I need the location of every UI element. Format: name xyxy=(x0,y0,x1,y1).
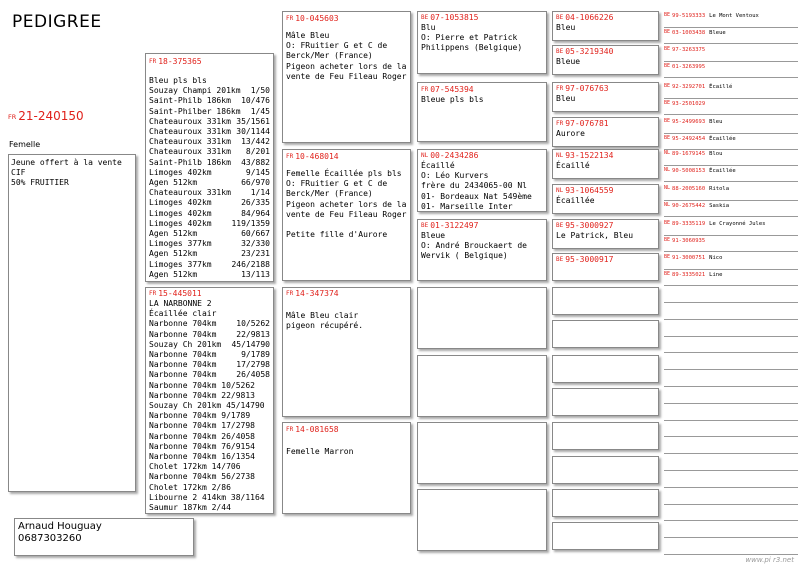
subject-note: CIF xyxy=(11,168,26,178)
placing: 23/231 xyxy=(241,249,270,259)
card-line: O: André Brouckaert de xyxy=(421,241,527,251)
result-row xyxy=(149,432,270,442)
gen4-card: BE 95-3000917 xyxy=(552,253,659,281)
result-row xyxy=(149,452,270,462)
gen5-empty-line xyxy=(664,304,798,320)
placing: 26/335 xyxy=(241,198,270,208)
gen5-entry xyxy=(664,219,798,236)
gen5-entry xyxy=(664,99,798,115)
gen5-line xyxy=(664,236,798,245)
race: Narbonne 704km 56/2738 xyxy=(149,472,255,482)
gen5-empty-line xyxy=(664,388,798,404)
card-line: 01- Bordeaux Nat 549ème xyxy=(421,191,532,201)
dam-name: LA NARBONNE 2 xyxy=(149,299,212,308)
result-row xyxy=(149,198,270,208)
race: Narbonne 704km xyxy=(149,360,217,370)
country: BE xyxy=(664,46,671,52)
placing: 45/14790 xyxy=(231,339,270,349)
race: Saumur 187km 2/44 xyxy=(149,503,231,513)
placing: 10/5262 xyxy=(236,319,270,329)
subject-note: Jeune offert à la vente xyxy=(11,158,122,167)
subject-note: 50% FRUITIER xyxy=(11,178,69,188)
placing: 60/667 xyxy=(241,229,270,239)
pigeon-name: Nico xyxy=(709,255,723,261)
gen5-line xyxy=(664,11,798,20)
result-row xyxy=(149,270,270,280)
grandparent-card: FR 14-347374 Mâle Bleu clair pigeon récupéré. xyxy=(282,287,411,417)
card-line: Berck/Mer (France) xyxy=(286,51,373,61)
country: BE xyxy=(664,83,671,89)
card-line: vente de Feu Fileau Roger xyxy=(286,71,407,81)
result-row xyxy=(149,421,270,431)
card-line: 01- Marseille Inter xyxy=(421,201,513,211)
ring-number: 97-3263375 xyxy=(672,47,706,53)
race: Narbonne 704km 22/9813 xyxy=(149,390,255,400)
dam-ring: FR 15-445011 xyxy=(149,289,202,298)
card-line: Pigeon acheter lors de la xyxy=(286,61,407,71)
result-row xyxy=(149,239,270,249)
gen5-empty-line xyxy=(664,489,798,505)
empty-card xyxy=(552,355,659,383)
subject-ring-number: 21-240150 xyxy=(18,109,84,123)
placing: 13/113 xyxy=(241,269,270,279)
gen5-entry xyxy=(664,28,798,44)
ring-number: 99-5193333 xyxy=(672,13,706,19)
gen5-entry xyxy=(664,45,798,62)
placing: 9/145 xyxy=(245,167,270,177)
country: NL xyxy=(664,202,671,208)
race: Agen 512km xyxy=(149,229,198,239)
placing: 13/442 xyxy=(241,137,270,147)
gen5-empty-line xyxy=(664,405,798,421)
result-row xyxy=(149,188,270,198)
card-line: vente de Feu Fileau Roger xyxy=(286,209,407,219)
result-row xyxy=(149,401,270,411)
race: Chateauroux 331km xyxy=(149,127,231,137)
race: Limoges 377km xyxy=(149,259,212,269)
dam-results xyxy=(149,319,270,513)
grandparent-card: FR 14-081658 Femelle Marron xyxy=(282,422,411,514)
ring-number: 95-2499693 xyxy=(672,119,706,125)
result-row xyxy=(149,381,270,391)
result-row xyxy=(149,391,270,401)
gen5-line xyxy=(664,219,798,228)
empty-card xyxy=(417,489,547,551)
gen5-entry xyxy=(664,201,798,217)
result-row xyxy=(149,219,270,229)
result-row xyxy=(149,96,270,106)
subject-country: FR xyxy=(8,113,17,121)
watermark: www.pi r3.net xyxy=(745,556,794,564)
gen5-empty-line xyxy=(664,472,798,488)
gen5-empty-line xyxy=(664,354,798,370)
country: BE xyxy=(664,271,671,277)
placing: 84/964 xyxy=(241,208,270,218)
empty-card xyxy=(552,287,659,315)
card-line: Pigeon acheter lors de la xyxy=(286,199,407,209)
gen5-line xyxy=(664,117,798,126)
result-row xyxy=(149,340,270,350)
ring-number: 01-3263995 xyxy=(672,64,706,70)
country: BE xyxy=(664,100,671,106)
result-row xyxy=(149,158,270,168)
ring-number: 88-2005160 xyxy=(672,186,706,192)
result-row xyxy=(149,249,270,259)
placing: 32/330 xyxy=(241,239,270,249)
country: BE xyxy=(664,220,671,226)
sire-color: Bleu pls bls xyxy=(149,76,207,85)
owner-name: Arnaud Houguay xyxy=(18,521,102,532)
pigeon-name: Écaillé xyxy=(709,84,733,90)
race: Limoges 377km xyxy=(149,239,212,249)
race: Souzay Ch 201km xyxy=(149,339,222,349)
card-line: O: Léo Kurvers xyxy=(421,171,489,181)
placing: 35/1561 xyxy=(236,116,270,126)
great-grandparent-card: BE 07-1053815 Blu O: Pierre et Patrick Philippens (Belgique) xyxy=(417,11,547,74)
gen5-entry xyxy=(664,62,798,78)
result-row xyxy=(149,350,270,360)
gen5-empty-line xyxy=(664,371,798,387)
result-row xyxy=(149,168,270,178)
result-row xyxy=(149,411,270,421)
gen5-line xyxy=(664,99,798,108)
result-row xyxy=(149,147,270,157)
race: Narbonne 704km 76/9154 xyxy=(149,441,255,451)
result-row xyxy=(149,493,270,503)
gen5-line xyxy=(664,149,798,158)
gen5-entry xyxy=(664,134,798,150)
placing: 246/2188 xyxy=(231,259,270,269)
gen5-empty-line xyxy=(664,321,798,337)
owner-box xyxy=(14,518,194,556)
card-line: Philippens (Belgique) xyxy=(421,43,523,53)
placing: 26/4058 xyxy=(236,370,270,380)
gen5-line xyxy=(664,166,798,175)
empty-card xyxy=(552,522,659,550)
pigeon-name: Bleu xyxy=(709,119,723,125)
result-row xyxy=(149,229,270,239)
race: Saint-Philber 186km xyxy=(149,106,241,116)
pigeon-name: Écaillée xyxy=(709,168,736,174)
ring-number: 89-1679145 xyxy=(672,151,706,157)
gen4-card: BE 95-3000927 Le Patrick, Bleu xyxy=(552,219,659,249)
ring-number: 89-3335119 xyxy=(672,221,706,227)
ring-number: 89-3335021 xyxy=(672,272,706,278)
country: BE xyxy=(664,237,671,243)
gen4-card: NL 93-1064559 Écaillée xyxy=(552,184,659,214)
placing: 10/476 xyxy=(241,96,270,106)
ring-number: 93-2501029 xyxy=(672,101,706,107)
card-line: Mâle Bleu clair xyxy=(286,311,359,321)
result-row xyxy=(149,86,270,96)
country: NL xyxy=(664,167,671,173)
race: Narbonne 704km 26/4058 xyxy=(149,431,255,441)
race: Limoges 402km xyxy=(149,218,212,228)
placing: 119/1359 xyxy=(231,218,270,228)
placing: 1/14 xyxy=(250,188,270,198)
ring-number: 03-1003438 xyxy=(672,30,706,36)
grandparent-card: FR 10-045603 Mâle Bleu O: FRuitier G et C de Berck/Mer (France) Pigeon acheter lors de la vente de Feu Fileau Roger xyxy=(282,11,411,143)
great-grandparent-card: BE 01-3122497 Bleue O: André Brouckaert de Wervik ( Belgique) xyxy=(417,219,547,281)
great-grandparent-card: NL 00-2434286 Écaillé O: Léo Kurvers frère du 2434065-00 Nl 01- Bordeaux Nat 549ème 01- Marseille Inter xyxy=(417,149,547,212)
race: Chateauroux 331km xyxy=(149,147,231,157)
gen5-line xyxy=(664,184,798,193)
empty-card xyxy=(552,456,659,484)
pigeon-name: Line xyxy=(709,272,723,278)
placing: 8/201 xyxy=(245,147,270,157)
result-row xyxy=(149,178,270,188)
gen5-empty-line xyxy=(664,539,798,555)
race: Souzay Ch 201km 45/14790 xyxy=(149,401,265,411)
gen5-line xyxy=(664,82,798,91)
race: Narbonne 704km xyxy=(149,319,217,329)
placing: 9/1789 xyxy=(241,350,270,360)
gen5-entry xyxy=(664,82,798,99)
race: Agen 512km xyxy=(149,178,198,188)
ring-number: 91-3000751 xyxy=(672,255,706,261)
card-line: Petite fille d'Aurore xyxy=(286,230,388,240)
country: BE xyxy=(664,254,671,260)
card-line: Mâle Bleu xyxy=(286,31,330,40)
gen5-empty-line xyxy=(664,438,798,454)
subject-sex: Femelle xyxy=(9,140,41,149)
gen5-empty-line xyxy=(664,505,798,521)
pigeon-name: Bleue xyxy=(709,30,726,36)
card-line: Femelle Marron xyxy=(286,447,354,457)
card-line: Wervik ( Belgique) xyxy=(421,251,508,261)
race: Chateauroux 331km xyxy=(149,137,231,147)
race: Cholet 172km 2/86 xyxy=(149,482,231,492)
card-line: Écaillé xyxy=(421,161,455,170)
gen5-empty-line xyxy=(664,421,798,437)
ring-number: 92-3292701 xyxy=(672,84,706,90)
gen5-line xyxy=(664,201,798,210)
pigeon-name: Écaillée xyxy=(709,136,736,142)
gen5-empty-line xyxy=(664,287,798,303)
race: Agen 512km xyxy=(149,249,198,259)
gen5-entry xyxy=(664,11,798,28)
race: Limoges 402km xyxy=(149,208,212,218)
pigeon-name: Saskia xyxy=(709,203,730,209)
result-row xyxy=(149,137,270,147)
result-row xyxy=(149,209,270,219)
gen4-card: FR 97-076763 Bleu xyxy=(552,82,659,112)
page-title: PEDIGREE xyxy=(12,12,102,32)
card-line: Femelle Écaillée pls bls xyxy=(286,169,402,178)
owner-phone: 0687303260 xyxy=(18,533,82,544)
gen5-entry xyxy=(664,117,798,134)
country: BE xyxy=(664,63,671,69)
pigeon-name: Ritola xyxy=(709,186,730,192)
card-line: frère du 2434065-00 Nl xyxy=(421,181,527,191)
result-row xyxy=(149,360,270,370)
card-line xyxy=(286,301,407,311)
gen5-line xyxy=(664,253,798,262)
empty-card xyxy=(552,388,659,416)
race: Libourne 2 414km 38/1164 xyxy=(149,492,265,502)
country: BE xyxy=(664,12,671,18)
country: BE xyxy=(664,118,671,124)
card-line xyxy=(286,437,407,447)
pigeon-name: Le Mont Ventoux xyxy=(709,13,759,19)
race: Limoges 402km xyxy=(149,198,212,208)
race: Saint-Philb 186km xyxy=(149,96,231,106)
card-line: pigeon récupéré. xyxy=(286,321,364,331)
dam-card xyxy=(145,287,274,514)
card-line: Berck/Mer (France) xyxy=(286,189,373,199)
gen5-line xyxy=(664,270,798,279)
result-row xyxy=(149,503,270,513)
race: Saint-Philb 186km xyxy=(149,157,231,167)
ring-number: 90-2675442 xyxy=(672,203,706,209)
race: Agen 512km xyxy=(149,269,198,279)
gen5-line xyxy=(664,134,798,143)
ring-number: 95-2492454 xyxy=(672,136,706,142)
country: NL xyxy=(664,185,671,191)
card-line: Bleue pls bls xyxy=(421,95,484,104)
great-grandparent-card: FR 07-545394 Bleue pls bls xyxy=(417,82,547,142)
gen5-line xyxy=(664,45,798,54)
race: Limoges 402km xyxy=(149,167,212,177)
empty-card xyxy=(417,355,547,417)
empty-card xyxy=(552,489,659,517)
gen5-entry xyxy=(664,236,798,252)
race: Cholet 172km 14/706 xyxy=(149,462,241,472)
result-row xyxy=(149,319,270,329)
gen4-card: NL 93-1522134 Écaillé xyxy=(552,149,659,179)
placing: 66/970 xyxy=(241,178,270,188)
country: BE xyxy=(664,29,671,35)
gen4-card: BE 04-1066226 Bleu xyxy=(552,11,659,41)
race: Narbonne 704km xyxy=(149,350,217,360)
country: BE xyxy=(664,135,671,141)
pigeon-name: Le Crayonné Jules xyxy=(709,221,766,227)
placing: 30/1144 xyxy=(236,127,270,137)
card-line: O: Pierre et Patrick xyxy=(421,33,518,43)
gen5-entry xyxy=(664,166,798,182)
race: Chateauroux 331km xyxy=(149,116,231,126)
result-row xyxy=(149,117,270,127)
race: Narbonne 704km xyxy=(149,370,217,380)
result-row xyxy=(149,107,270,117)
result-row xyxy=(149,370,270,380)
result-row xyxy=(149,483,270,493)
result-row xyxy=(149,330,270,340)
placing: 22/9813 xyxy=(236,329,270,339)
race: Narbonne 704km 16/1354 xyxy=(149,452,255,462)
placing: 1/50 xyxy=(250,86,270,96)
grandparent-card: FR 10-468014 Femelle Écaillée pls bls O: FRuitier G et C de Berck/Mer (France) Pigeon acheter lors de la vente de Feu Fileau Roger Petite fille d'Aurore xyxy=(282,149,411,281)
empty-card xyxy=(417,287,547,349)
card-line: Bleue xyxy=(421,231,446,240)
result-row xyxy=(149,127,270,137)
gen5-line xyxy=(664,28,798,37)
subject-ring xyxy=(8,109,84,123)
result-row xyxy=(149,462,270,472)
race: Chateauroux 331km xyxy=(149,188,231,198)
ring-number: 90-5008153 xyxy=(672,168,706,174)
result-row xyxy=(149,472,270,482)
card-line: O: FRuitier G et C de xyxy=(286,179,388,189)
race: Narbonne 704km 17/2798 xyxy=(149,421,255,431)
race: Narbonne 704km xyxy=(149,329,217,339)
country: NL xyxy=(664,150,671,156)
race: Narbonne 704km 9/1789 xyxy=(149,411,251,421)
subject-notes-box xyxy=(8,154,136,492)
empty-card xyxy=(417,422,547,484)
placing: 1/45 xyxy=(250,106,270,116)
pigeon-name: Blou xyxy=(709,151,723,157)
sire-card xyxy=(145,53,274,282)
card-line: O: FRuitier G et C de xyxy=(286,41,388,51)
gen5-empty-line xyxy=(664,522,798,538)
race: Narbonne 704km 10/5262 xyxy=(149,380,255,390)
ring-number: 91-3060935 xyxy=(672,238,706,244)
result-row xyxy=(149,260,270,270)
placing: 17/2798 xyxy=(236,360,270,370)
empty-card xyxy=(552,320,659,348)
race: Souzay Champi 201km xyxy=(149,86,241,96)
card-line: Blu xyxy=(421,23,436,32)
gen5-entry xyxy=(664,184,798,201)
gen4-card: BE 05-3219340 Bleue xyxy=(552,45,659,75)
gen5-entry xyxy=(664,253,798,270)
dam-color: Écaillée clair xyxy=(149,309,217,319)
gen5-line xyxy=(664,62,798,71)
gen4-card: FR 97-076781 Aurore xyxy=(552,117,659,147)
card-line xyxy=(286,220,407,230)
gen5-entry xyxy=(664,270,798,286)
gen5-empty-line xyxy=(664,455,798,471)
placing: 43/882 xyxy=(241,157,270,167)
gen5-empty-line xyxy=(664,337,798,353)
result-row xyxy=(149,442,270,452)
gen5-entry xyxy=(664,149,798,166)
empty-card xyxy=(552,422,659,450)
sire-ring: FR 18-375365 xyxy=(149,57,202,66)
sire-results xyxy=(149,86,270,280)
